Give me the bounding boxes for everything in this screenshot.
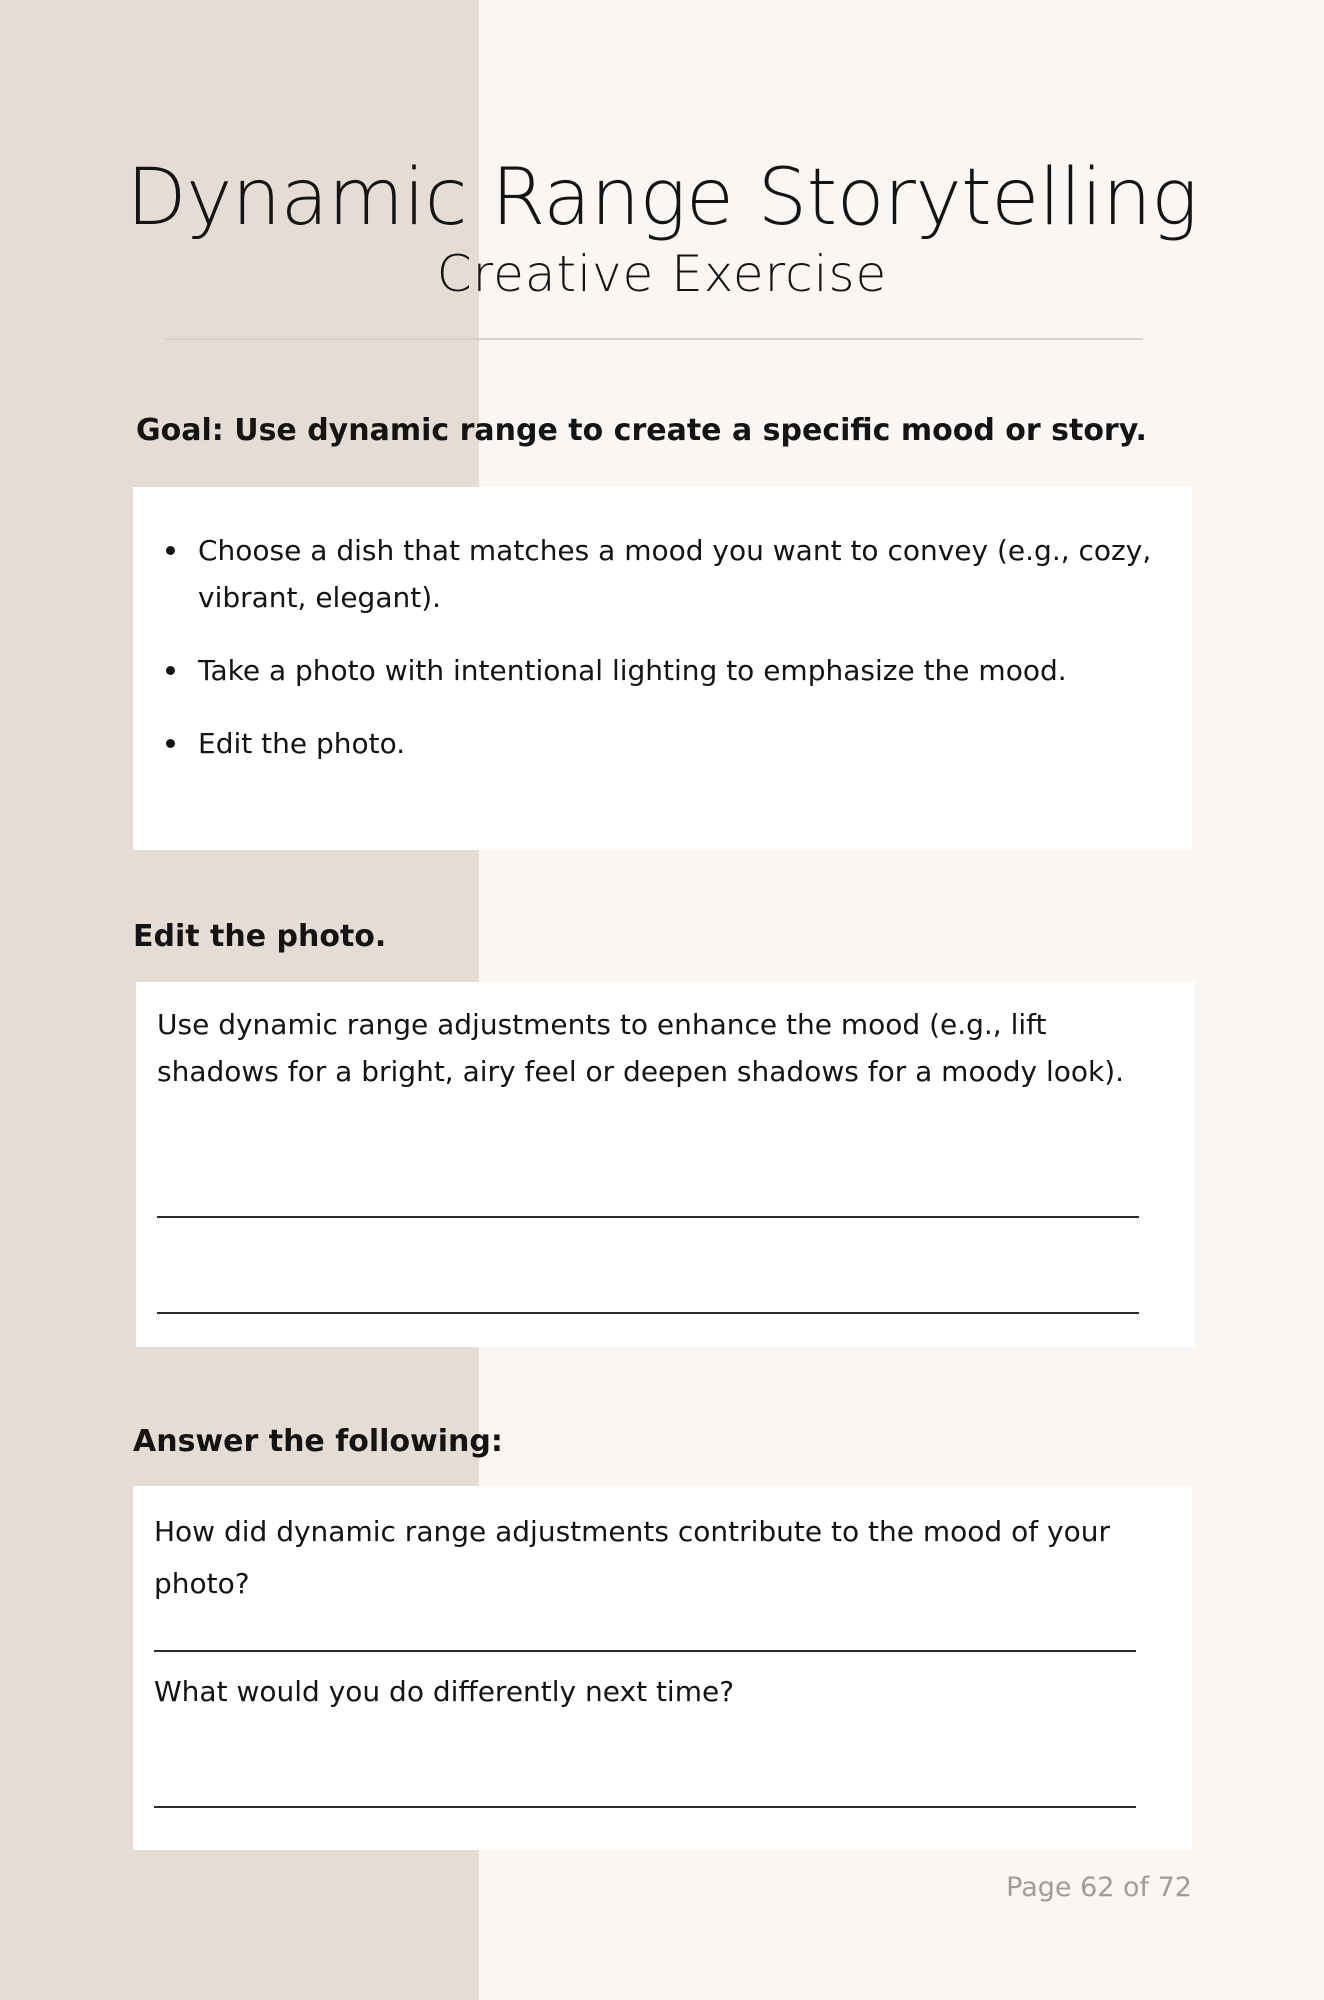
question-2: What would you do differently next time? xyxy=(154,1675,735,1708)
bullet-icon xyxy=(166,666,175,675)
edit-instructions: Use dynamic range adjustments to enhance the mood (e.g., lift shadows for a bright, airy feel or deepen shadows for a moody look). xyxy=(157,1008,1125,1088)
step-text: Take a photo with intentional lighting to emphasize the mood. xyxy=(198,654,1067,687)
answer-line[interactable] xyxy=(157,1216,1139,1218)
answer-heading: Answer the following: xyxy=(133,1424,503,1459)
edit-heading: Edit the photo. xyxy=(133,919,387,954)
page-number: Page 62 of 72 xyxy=(1006,1872,1192,1903)
list-item xyxy=(198,527,1158,621)
questions-card xyxy=(133,1486,1192,1850)
bullet-icon xyxy=(166,546,175,555)
edit-card xyxy=(136,982,1195,1347)
step-text: Edit the photo. xyxy=(198,727,406,760)
answer-line[interactable] xyxy=(154,1650,1136,1652)
answer-line[interactable] xyxy=(154,1806,1136,1808)
steps-list xyxy=(198,527,1158,767)
page-subtitle: Creative Exercise xyxy=(436,245,888,303)
goal-heading: Goal: Use dynamic range to create a specific mood or story. xyxy=(136,413,1147,448)
question-1: How did dynamic range adjustments contribute to the mood of your photo? xyxy=(154,1515,1110,1600)
list-item xyxy=(198,647,1158,694)
list-item xyxy=(198,720,1158,767)
page-title: Dynamic Range Storytelling xyxy=(126,153,1198,243)
bullet-icon xyxy=(166,739,175,748)
steps-card xyxy=(133,487,1192,850)
title-divider xyxy=(165,338,1143,340)
answer-line[interactable] xyxy=(157,1312,1139,1314)
step-text: Choose a dish that matches a mood you want to convey (e.g., cozy, vibrant, elegant). xyxy=(198,534,1152,614)
